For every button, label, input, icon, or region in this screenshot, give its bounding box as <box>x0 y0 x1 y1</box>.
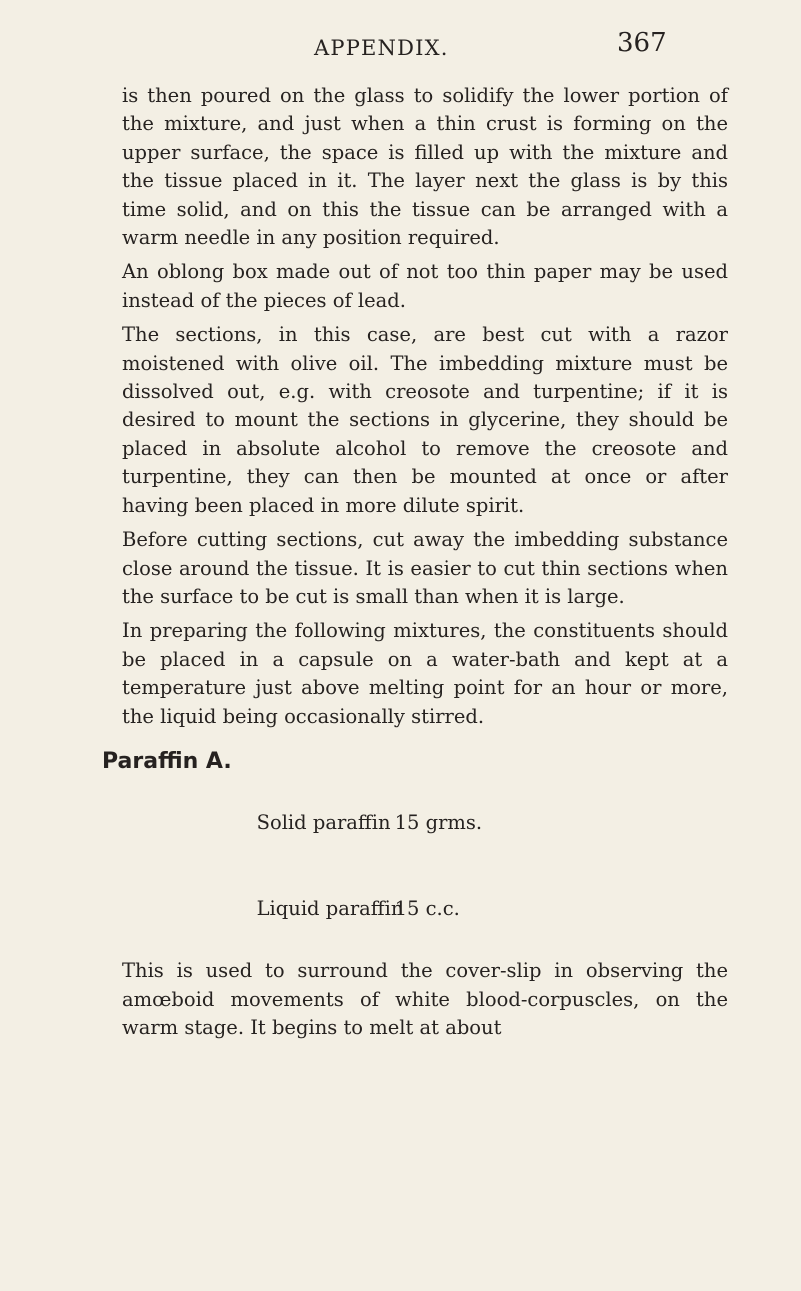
ingredient-amount: 15 grms. <box>394 811 483 835</box>
ingredient-list <box>207 781 728 951</box>
body-text <box>102 82 728 1049</box>
section-note: This is used to surround the cover-slip in observing the amœboid movements of white blood-corpuscles, on the warm stage. It begins to melt at about <box>122 959 728 1040</box>
running-head: APPENDIX. <box>314 36 449 60</box>
ingredient-amount: 15 c.c. <box>394 896 460 920</box>
ingredient-row <box>207 866 728 951</box>
ingredient-name: Liquid paraffin <box>256 896 404 920</box>
paragraph-2: An oblong box made out of not too thin paper may be used instead of the pieces of lead. <box>122 260 728 312</box>
ingredient-row <box>207 781 728 866</box>
paragraph-4: Before cutting sections, cut away the imbedding substance close around the tissue. It is easier to cut thin sections when the surface to be cut is small than when it is large. <box>122 528 728 608</box>
ingredient-name: Solid paraffin <box>256 811 391 835</box>
paragraph-1: is then poured on the glass to solidify the lower portion of the mixture, and just when a thin crust is forming on the upper surface, the space is filled up with the mixture and the tissue placed in it. The layer next the glass is by this time solid, and on this the tissue can be arranged with a warm needle in any position required. <box>122 84 728 250</box>
paragraph-5: In preparing the following mixtures, the constituents should be placed in a capsule on a water-bath and kept at a temperature just above melting point for an hour or more, the liquid being occasionally stirred. <box>122 619 728 728</box>
page-number: 367 <box>617 28 667 58</box>
paragraph-3: The sections, in this case, are best cut with a razor moistened with olive oil. The imbedding mixture must be dissolved out, e.g. with creosote and turpentine; if it is desired to mount the sections in glycerine, they should be placed in absolute alcohol to remove the creosote and turpentine, they can then be mounted at once or after having been placed in more dilute spirit. <box>122 323 728 517</box>
section-title: Paraffin A. <box>102 748 232 774</box>
page-header <box>312 28 712 68</box>
